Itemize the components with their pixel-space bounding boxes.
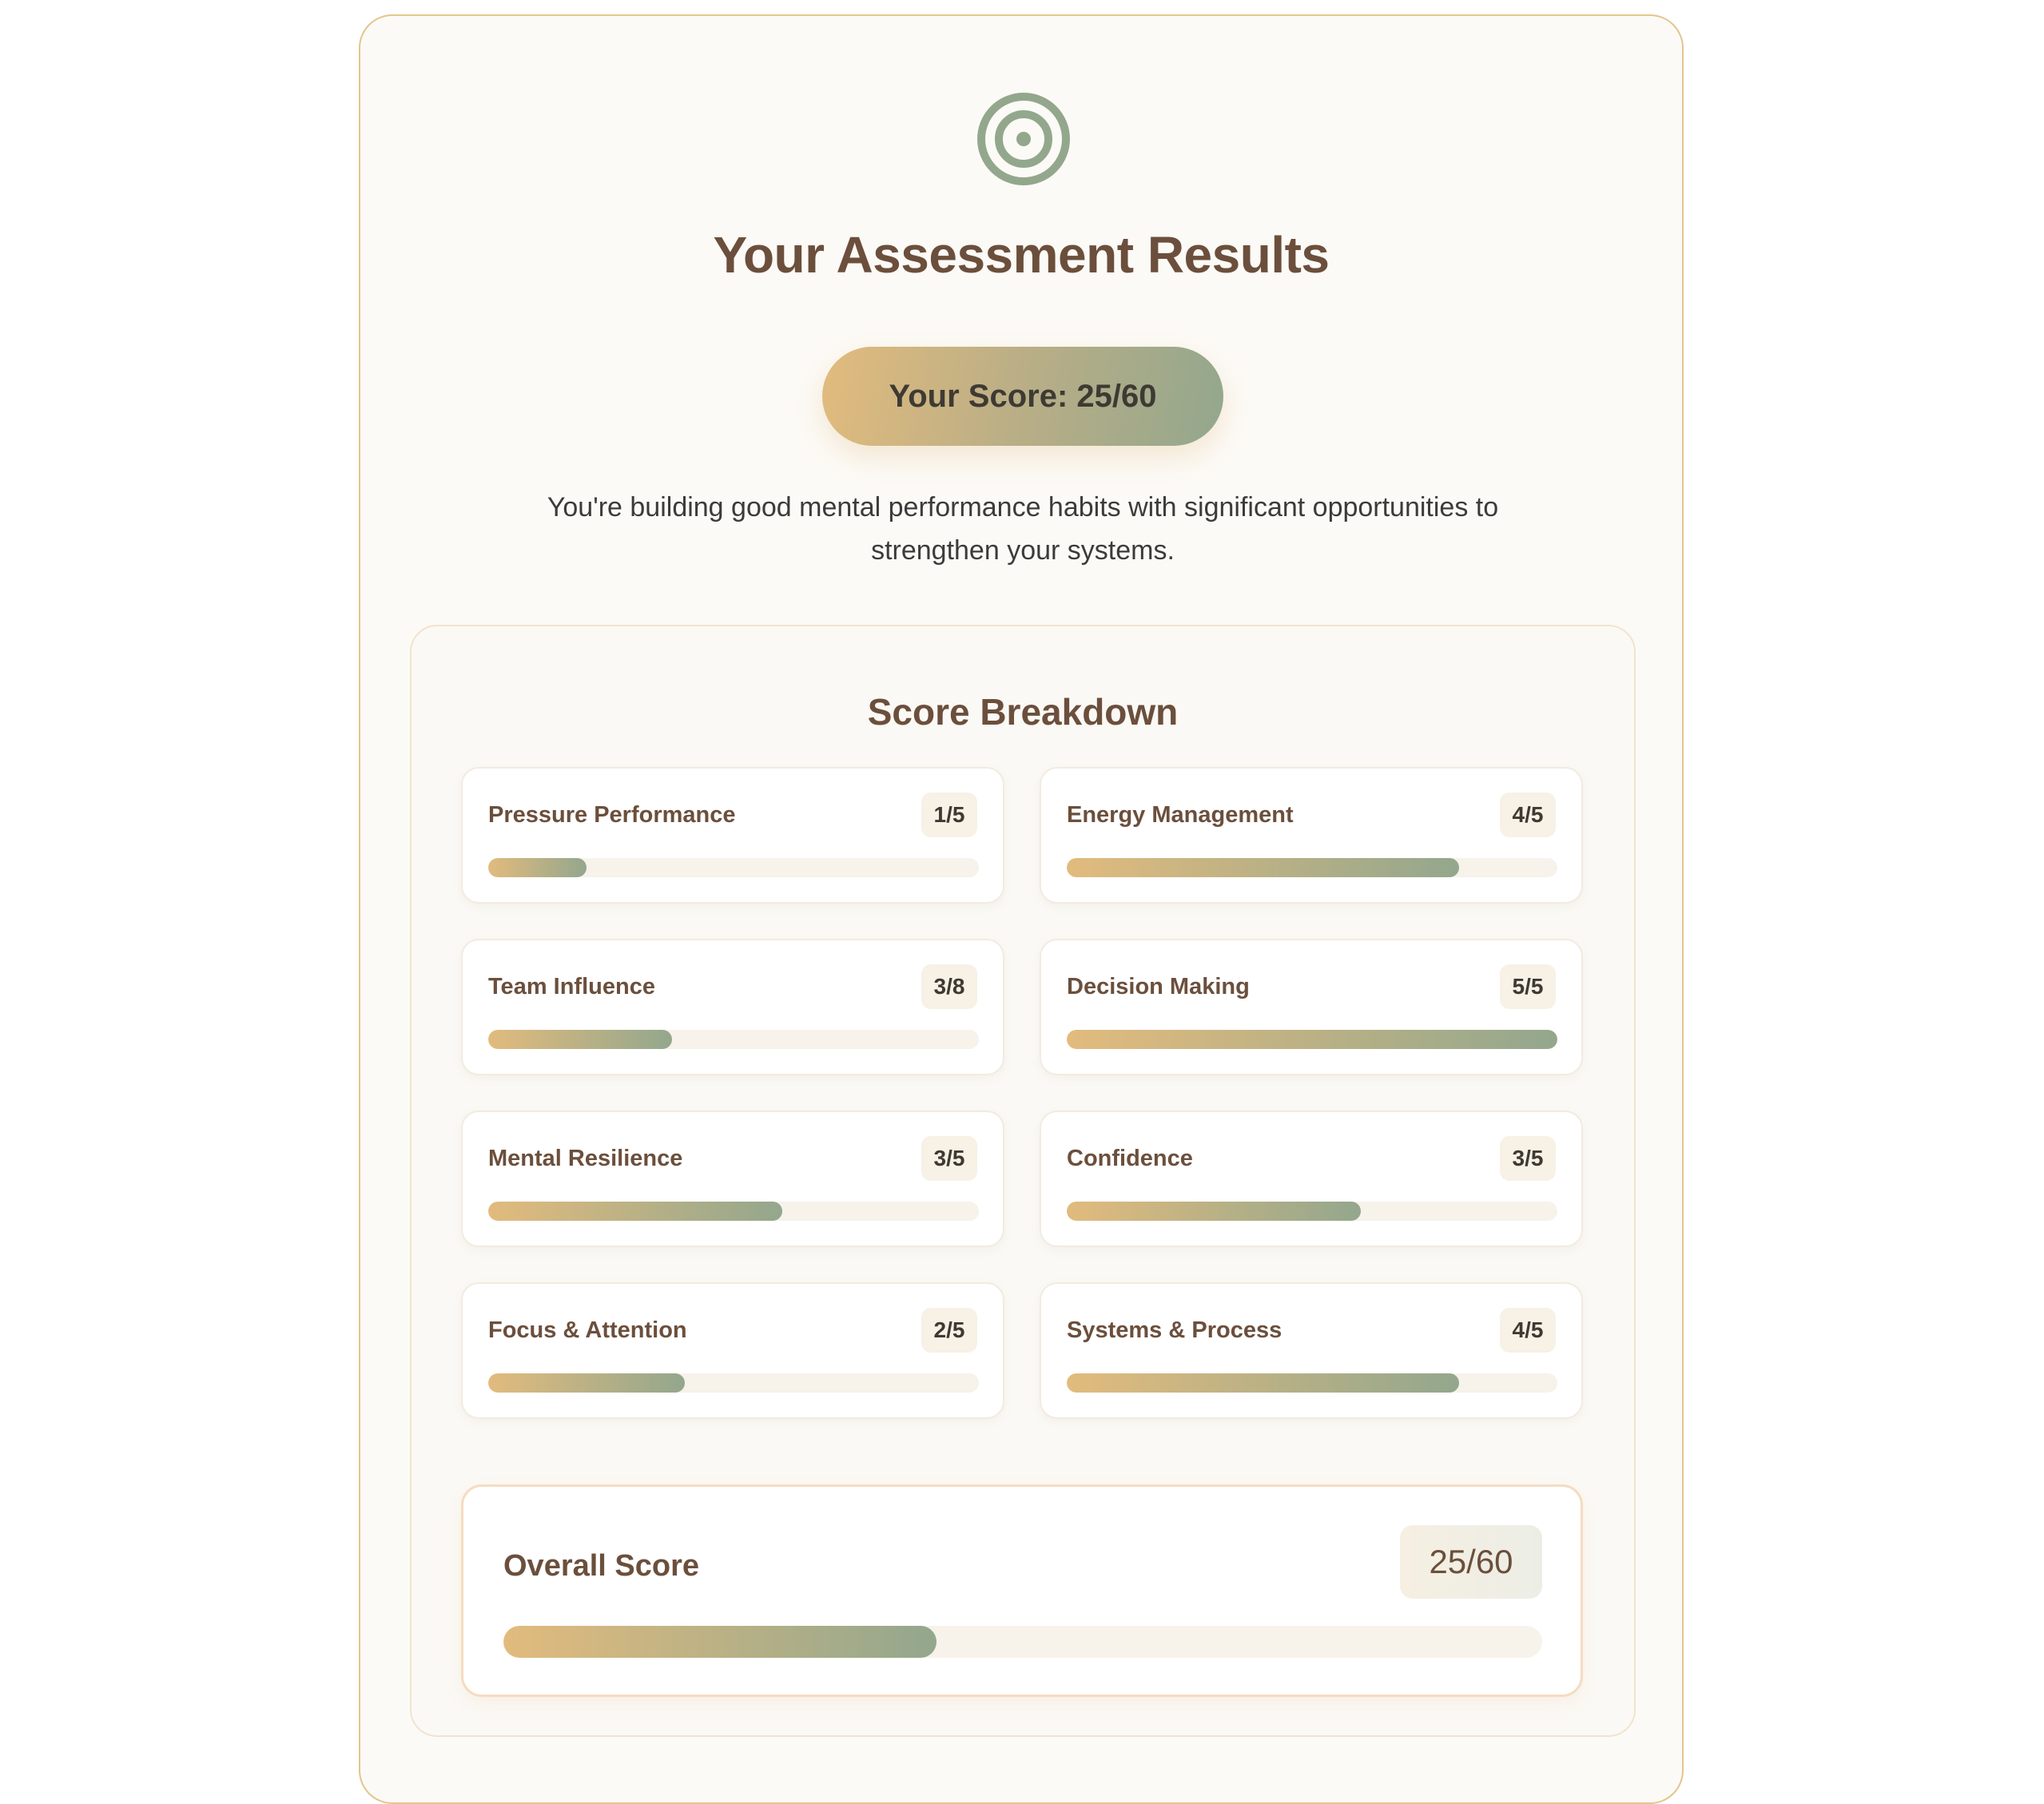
page-title: Your Assessment Results	[713, 226, 1330, 284]
score-item-systems-process	[1040, 1282, 1583, 1419]
progress-track	[1067, 1030, 1557, 1049]
target-icon	[976, 92, 1071, 186]
overall-score-card	[461, 1484, 1583, 1697]
result-message: You're building good mental performance habits with significant opportunities to strengthen your systems.	[547, 492, 1499, 566]
progress-track	[488, 1030, 979, 1049]
progress-fill	[1067, 1202, 1361, 1221]
score-item-label: Decision Making	[1067, 974, 1250, 999]
progress-track	[1067, 858, 1557, 877]
score-badge: Your Score: 25/60	[822, 347, 1223, 446]
score-item-label: Focus & Attention	[488, 1317, 687, 1343]
score-grid	[461, 767, 1583, 1419]
score-item-team-influence	[461, 939, 1004, 1075]
score-item-pressure-performance	[461, 767, 1004, 904]
score-item-badge: 3/8	[921, 964, 977, 1009]
results-card	[359, 14, 1684, 1804]
progress-track	[488, 1373, 979, 1393]
progress-track	[488, 1202, 979, 1221]
progress-fill	[488, 1373, 685, 1393]
score-item-badge: 5/5	[1500, 964, 1556, 1009]
score-item-confidence	[1040, 1111, 1583, 1247]
overall-progress-track	[503, 1626, 1542, 1658]
score-item-label: Team Influence	[488, 974, 655, 999]
progress-fill	[488, 858, 587, 877]
score-item-badge: 4/5	[1500, 1308, 1556, 1353]
score-item-badge: 3/5	[1500, 1136, 1556, 1181]
score-item-label: Mental Resilience	[488, 1146, 683, 1171]
progress-track	[488, 858, 979, 877]
score-breakdown-panel	[410, 625, 1636, 1737]
breakdown-title: Score Breakdown	[867, 691, 1179, 733]
progress-fill	[488, 1202, 782, 1221]
score-item-label: Energy Management	[1067, 802, 1294, 828]
score-item-focus-attention	[461, 1282, 1004, 1419]
progress-track	[1067, 1202, 1557, 1221]
overall-progress-fill	[503, 1626, 937, 1658]
score-item-decision-making	[1040, 939, 1583, 1075]
overall-score-badge: 25/60	[1400, 1525, 1542, 1599]
score-item-energy-management	[1040, 767, 1583, 904]
score-item-label: Systems & Process	[1067, 1317, 1282, 1343]
score-item-badge: 2/5	[921, 1308, 977, 1353]
score-item-label: Confidence	[1067, 1146, 1193, 1171]
progress-fill	[488, 1030, 672, 1049]
score-item-label: Pressure Performance	[488, 802, 736, 828]
score-item-mental-resilience	[461, 1111, 1004, 1247]
score-item-badge: 4/5	[1500, 793, 1556, 837]
score-item-badge: 1/5	[921, 793, 977, 837]
progress-track	[1067, 1373, 1557, 1393]
overall-score-label: Overall Score	[503, 1549, 700, 1583]
progress-fill	[1067, 1373, 1459, 1393]
score-item-badge: 3/5	[921, 1136, 977, 1181]
progress-fill	[1067, 1030, 1557, 1049]
progress-fill	[1067, 858, 1459, 877]
